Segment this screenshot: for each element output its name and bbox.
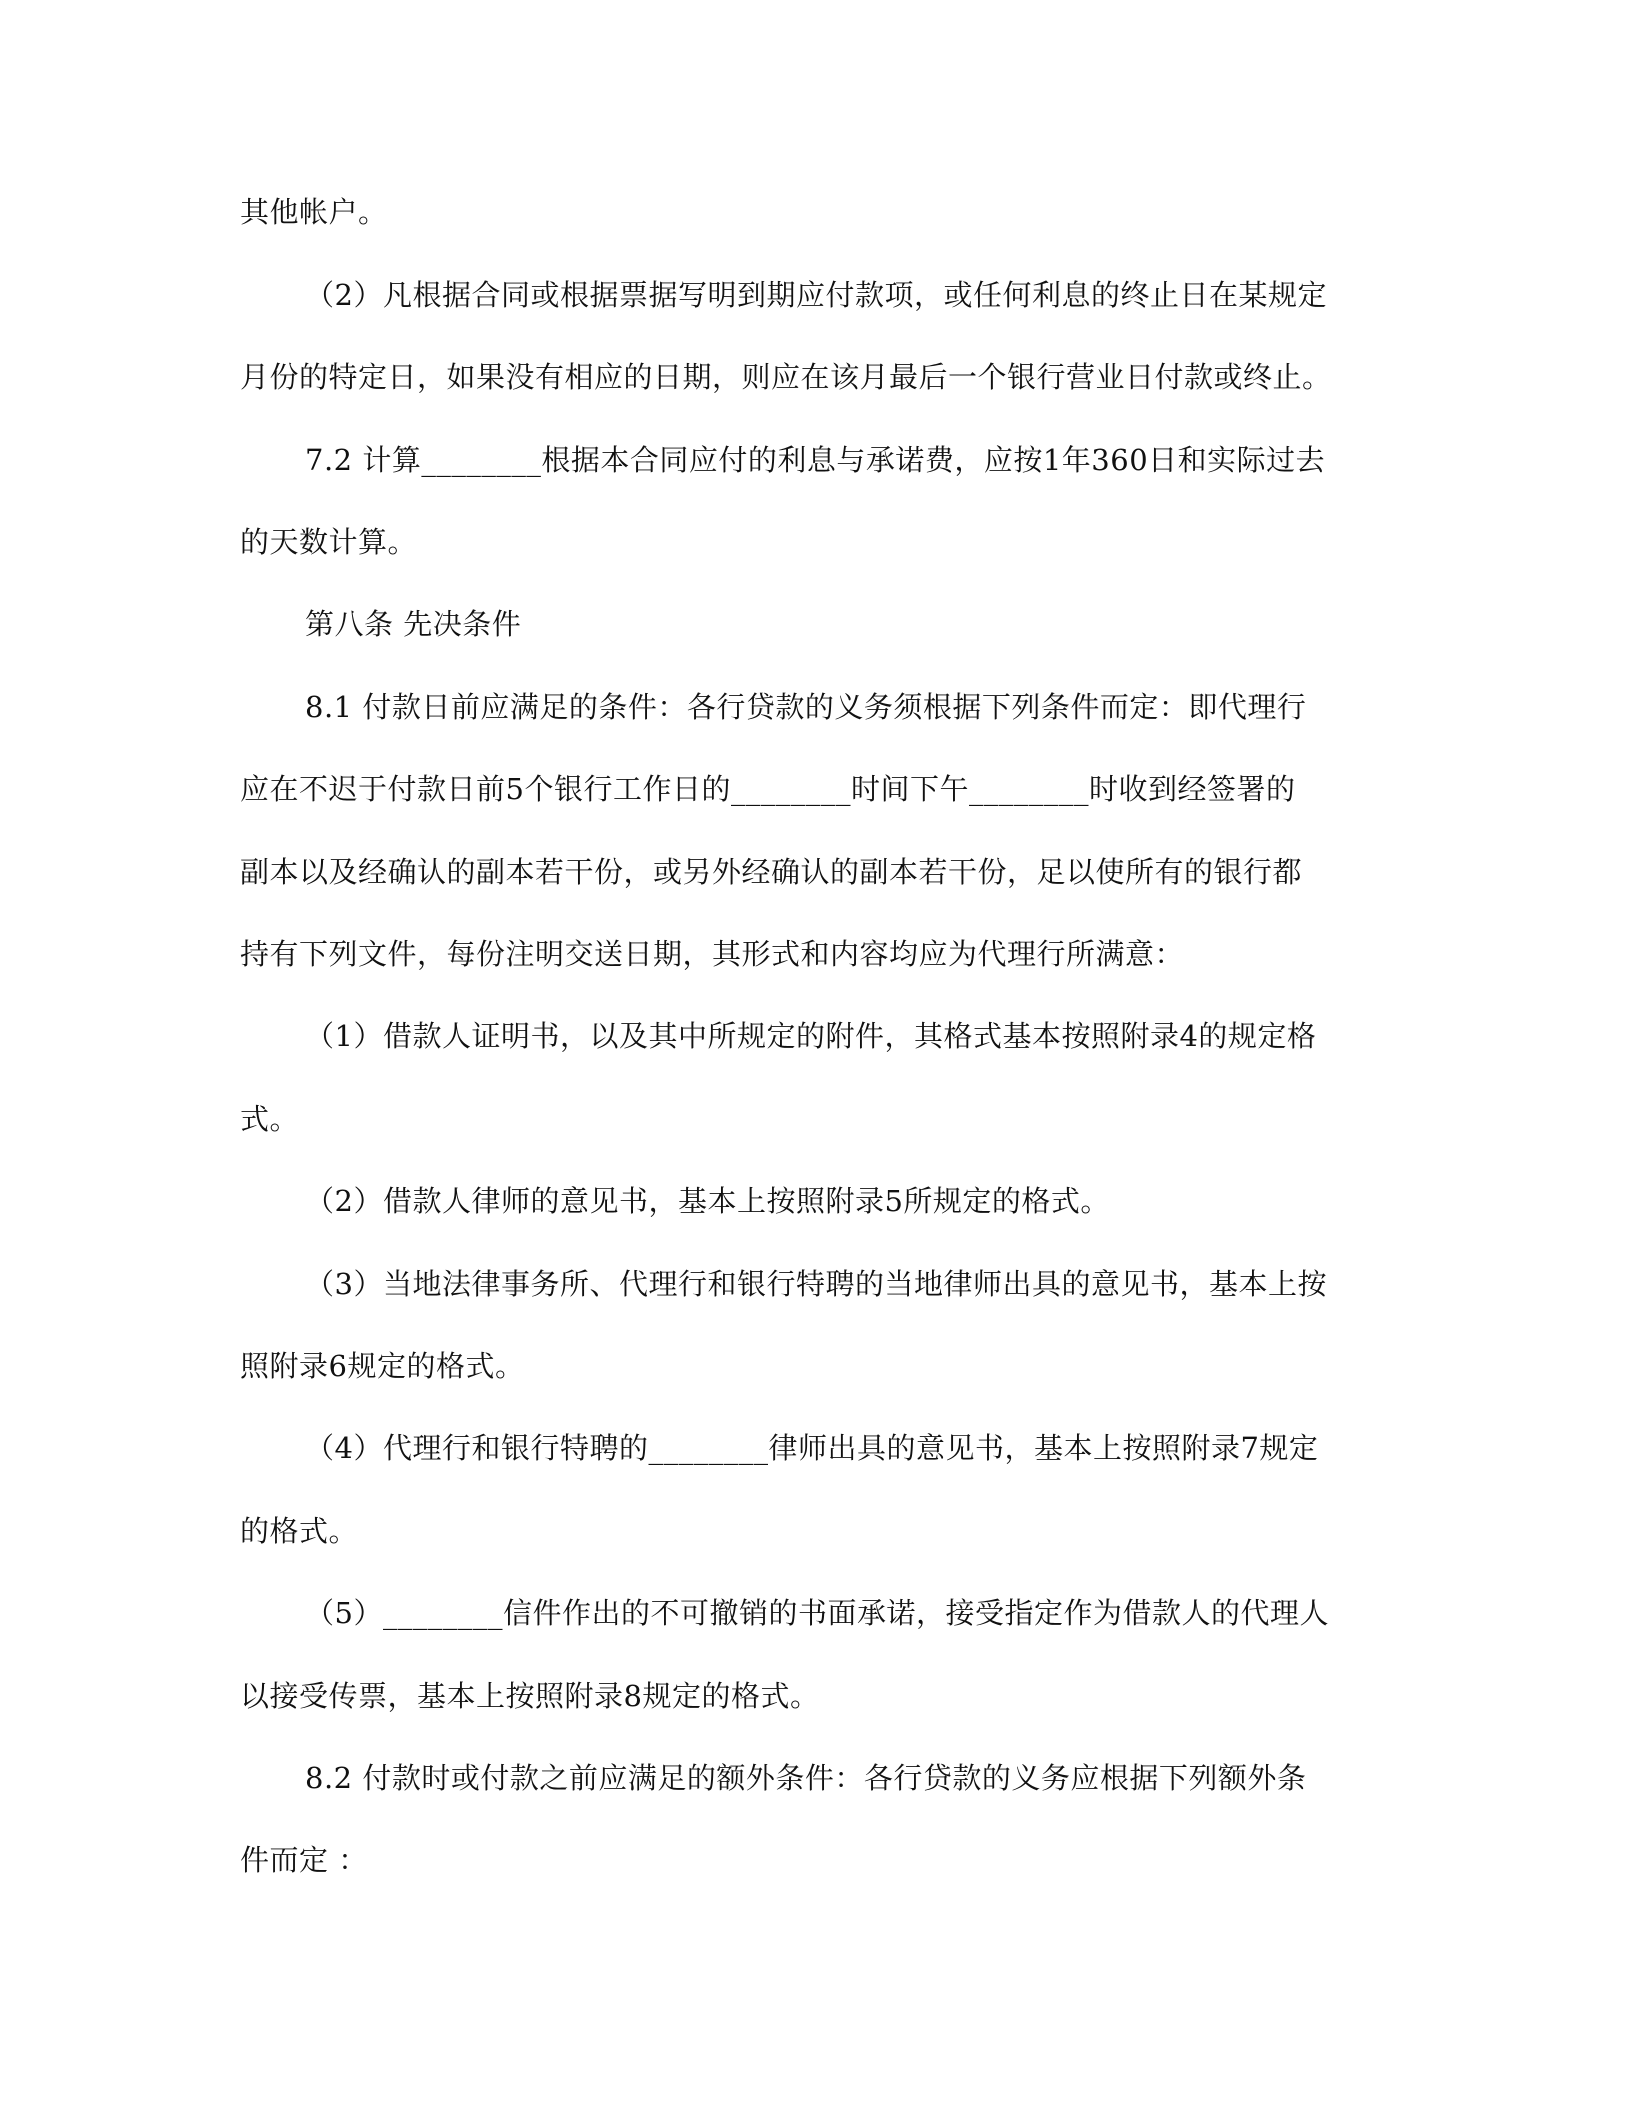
text-line: （1）借款人证明书，以及其中所规定的附件，其格式基本按照附录4的规定格 xyxy=(305,1019,1317,1053)
text-line: 的格式。 xyxy=(240,1514,359,1548)
text-line: 其他帐户。 xyxy=(240,195,388,229)
text-line: （2）凡根据合同或根据票据写明到期应付款项，或任何利息的终止日在某规定 xyxy=(305,278,1327,312)
text-line: 件而定 ： xyxy=(240,1843,368,1877)
text-line: （3）当地法律事务所、代理行和银行特聘的当地律师出具的意见书，基本上按 xyxy=(305,1267,1327,1301)
text-line: 的天数计算。 xyxy=(240,525,418,559)
text-line: 照附录6规定的格式。 xyxy=(240,1349,525,1383)
text-line: （2）借款人律师的意见书，基本上按照附录5所规定的格式。 xyxy=(305,1184,1110,1218)
text-line: 8.2 付款时或付款之前应满足的额外条件：各行贷款的义务应根据下列额外条 xyxy=(305,1761,1307,1795)
section-heading: 第八条 先决条件 xyxy=(305,607,522,641)
text-line: （4）代理行和银行特聘的________律师出具的意见书，基本上按照附录7规定 xyxy=(305,1431,1319,1465)
text-line: 7.2 计算________根据本合同应付的利息与承诺费，应按1年360日和实际过去 xyxy=(305,443,1326,477)
text-line: 8.1 付款日前应满足的条件：各行贷款的义务须根据下列条件而定：即代理行 xyxy=(305,690,1307,724)
text-line: 副本以及经确认的副本若干份，或另外经确认的副本若干份，足以使所有的银行都 xyxy=(240,855,1303,889)
text-line: 月份的特定日，如果没有相应的日期，则应在该月最后一个银行营业日付款或终止。 xyxy=(240,360,1332,394)
text-line: 应在不迟于付款日前5个银行工作日的________时间下午________时收到经签署的 xyxy=(240,772,1296,806)
text-line: （5）________信件作出的不可撤销的书面承诺，接受指定作为借款人的代理人 xyxy=(305,1596,1329,1630)
text-line: 式。 xyxy=(240,1102,300,1136)
text-line: 持有下列文件，每份注明交送日期，其形式和内容均应为代理行所满意： xyxy=(240,937,1185,971)
text-line: 以接受传票，基本上按照附录8规定的格式。 xyxy=(240,1679,820,1713)
